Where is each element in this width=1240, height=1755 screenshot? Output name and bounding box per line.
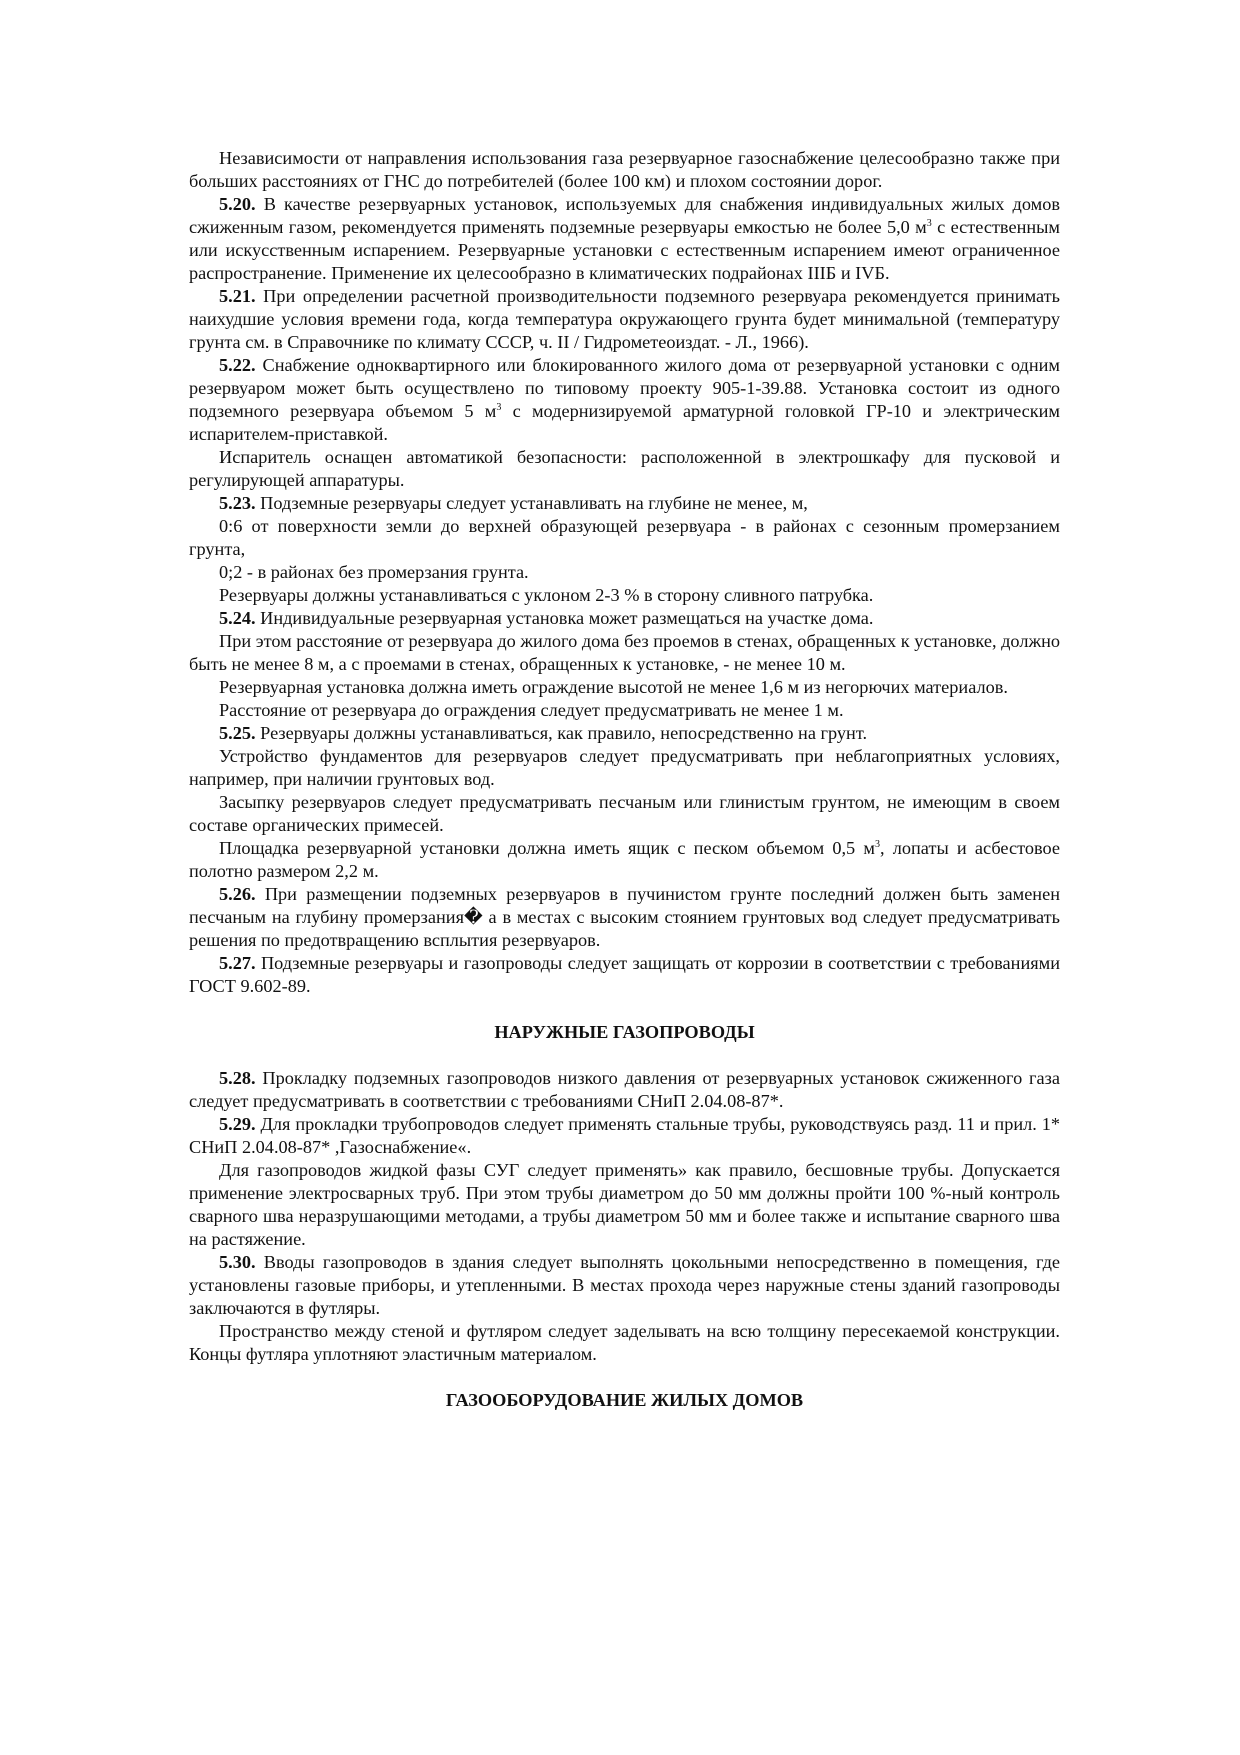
section-heading-outdoor-pipelines: НАРУЖНЫЕ ГАЗОПРОВОДЫ [494, 1022, 755, 1042]
paragraph [189, 837, 1060, 883]
paragraph [189, 1113, 1060, 1159]
paragraph-text: Резервуарная установка должна иметь ограждение высотой не менее 1,6 м из негорючих материалов. [219, 677, 1008, 697]
clause-number: 5.29. [219, 1114, 256, 1134]
paragraph-text: Расстояние от резервуара до ограждения следует предусматривать не менее 1 м. [219, 700, 844, 720]
superscript: 3 [496, 402, 502, 413]
clause-number: 5.25. [219, 723, 256, 743]
paragraph [189, 1320, 1060, 1366]
paragraph-text: Для прокладки трубопроводов следует применять стальные трубы, руководствуясь разд. 11 и прил. 1* СНиП 2.04.08-87* ,Газоснабжение«. [189, 1114, 1060, 1157]
paragraph [189, 285, 1060, 354]
clause-number: 5.27. [219, 953, 256, 973]
paragraph [189, 1159, 1060, 1251]
paragraph-text: При определении расчетной производительности подземного резервуара рекомендуется принимать наихудшие условия времени года, когда температура окружающего грунта будет минимальной (температуру грунта см. в Справочнике по климату СССР, ч. II / Гидрометеоиздат. - Л., 1966). [189, 286, 1060, 352]
paragraph [189, 745, 1060, 791]
paragraph [189, 446, 1060, 492]
paragraph [189, 561, 1060, 584]
clause-number: 5.21. [219, 286, 256, 306]
paragraph [189, 883, 1060, 952]
paragraph [189, 607, 1060, 630]
clause-number: 5.30. [219, 1252, 256, 1272]
paragraph [189, 676, 1060, 699]
paragraph-text: При размещении подземных резервуаров в пучинистом грунте последний должен быть заменен песчаным на глубину промерзания� а в местах с высоким стоянием грунтовых вод следует предусматривать решения по предотвращению всплытия резервуаров. [189, 884, 1060, 950]
clause-number: 5.20. [219, 194, 256, 214]
paragraph-text: Устройство фундаментов для резервуаров следует предусматривать при неблагоприятных условиях, например, при наличии грунтовых вод. [189, 746, 1060, 789]
paragraph-text: Засыпку резервуаров следует предусматривать песчаным или глинистым грунтом, не имеющим в своем составе органических примесей. [189, 792, 1060, 835]
paragraph-text: Снабжение одноквартирного или блокированного жилого дома от резервуарной установки с одним резервуаром может быть осуществлено по типовому проекту 905-1-39.88. Установка состоит из одного подземного резервуара объемом 5 м [189, 355, 1060, 421]
section-reservoir-installations [189, 147, 1060, 998]
clause-number: 5.24. [219, 608, 256, 628]
paragraph-text-continued: , лопаты и асбестовое полотно размером 2,2 м. [189, 838, 1060, 881]
paragraph [189, 193, 1060, 285]
paragraph-text: 0;2 - в районах без промерзания грунта. [219, 562, 529, 582]
paragraph [189, 147, 1060, 193]
paragraph [189, 791, 1060, 837]
clause-number: 5.22. [219, 355, 256, 375]
paragraph [189, 952, 1060, 998]
clause-number: 5.28. [219, 1068, 256, 1088]
paragraph-text: В качестве резервуарных установок, используемых для снабжения индивидуальных жилых домов сжиженным газом, рекомендуется применять подземные резервуары емкостью не более 5,0 м [189, 194, 1060, 237]
paragraph [189, 584, 1060, 607]
paragraph-text: Независимости от направления использования газа резервуарное газоснабжение целесообразно также при больших расстояниях от ГНС до потребителей (более 100 км) и плохом состоянии дорог. [189, 148, 1060, 191]
paragraph-text: При этом расстояние от резервуара до жилого дома без проемов в стенах, обращенных к установке, должно быть не менее 8 м, а с проемами в стенах, обращенных к установке, - не менее 10 м. [189, 631, 1060, 674]
paragraph-text-continued: с естественным или искусственным испарением. Резервуарные установки с естественным испарением имеют ограниченное распространение. Применение их целесообразно в климатических подрайонах IIIБ и IVБ. [189, 217, 1060, 283]
paragraph-text: 0:6 от поверхности земли до верхней образующей резервуара - в районах с сезонным промерзанием грунта, [189, 516, 1060, 559]
paragraph-text: Вводы газопроводов в здания следует выполнять цокольными непосредственно в помещения, где установлены газовые приборы, и утепленными. В местах прохода через наружные стены зданий газопроводы заключаются в футляры. [189, 1252, 1060, 1318]
section-heading-house-gas-equipment: ГАЗООБОРУДОВАНИЕ ЖИЛЫХ ДОМОВ [445, 1390, 804, 1410]
paragraph [189, 1067, 1060, 1113]
paragraph-text-continued: с модернизируемой арматурной головкой ГР-10 и электрическим испарителем-приставкой. [189, 401, 1060, 444]
paragraph [189, 722, 1060, 745]
paragraph-text: Для газопроводов жидкой фазы СУГ следует применять» как правило, бесшовные трубы. Допускается применение электросварных труб. При этом трубы диаметром до 50 мм должны пройти 100 %-ный контроль сварного шва неразрушающими методами, а трубы диаметром 50 мм и более также и испытание сварного шва на растяжение. [189, 1160, 1060, 1249]
paragraph-text: Прокладку подземных газопроводов низкого давления от резервуарных установок сжиженного газа следует предусматривать в соответствии с требованиями СНиП 2.04.08-87*. [189, 1068, 1060, 1111]
paragraph-text: Испаритель оснащен автоматикой безопасности: расположенной в электрошкафу для пусковой и регулирующей аппаратуры. [189, 447, 1060, 490]
superscript: 3 [874, 839, 880, 850]
paragraph [189, 515, 1060, 561]
section-outdoor-pipelines [189, 1067, 1060, 1366]
superscript: 3 [926, 218, 932, 229]
paragraph-text: Индивидуальные резервуарная установка может размещаться на участке дома. [260, 608, 874, 628]
paragraph [189, 354, 1060, 446]
paragraph-text: Подземные резервуары и газопроводы следует защищать от коррозии в соответствии с требованиями ГОСТ 9.602-89. [189, 953, 1060, 996]
paragraph-text: Площадка резервуарной установки должна иметь ящик с песком объемом 0,5 м [219, 838, 875, 858]
paragraph [189, 1251, 1060, 1320]
clause-number: 5.26. [219, 884, 256, 904]
clause-number: 5.23. [219, 493, 256, 513]
paragraph-text: Резервуары должны устанавливаться, как правило, непосредственно на грунт. [260, 723, 868, 743]
paragraph [189, 630, 1060, 676]
paragraph-text: Пространство между стеной и футляром следует заделывать на всю толщину пересекаемой конструкции. Концы футляра уплотняют эластичным материалом. [189, 1321, 1060, 1364]
paragraph-text: Резервуары должны устанавливаться с уклоном 2-3 % в сторону сливного патрубка. [219, 585, 874, 605]
paragraph [189, 699, 1060, 722]
paragraph [189, 492, 1060, 515]
paragraph-text: Подземные резервуары следует устанавливать на глубине не менее, м, [260, 493, 808, 513]
document-page [189, 147, 1060, 1412]
